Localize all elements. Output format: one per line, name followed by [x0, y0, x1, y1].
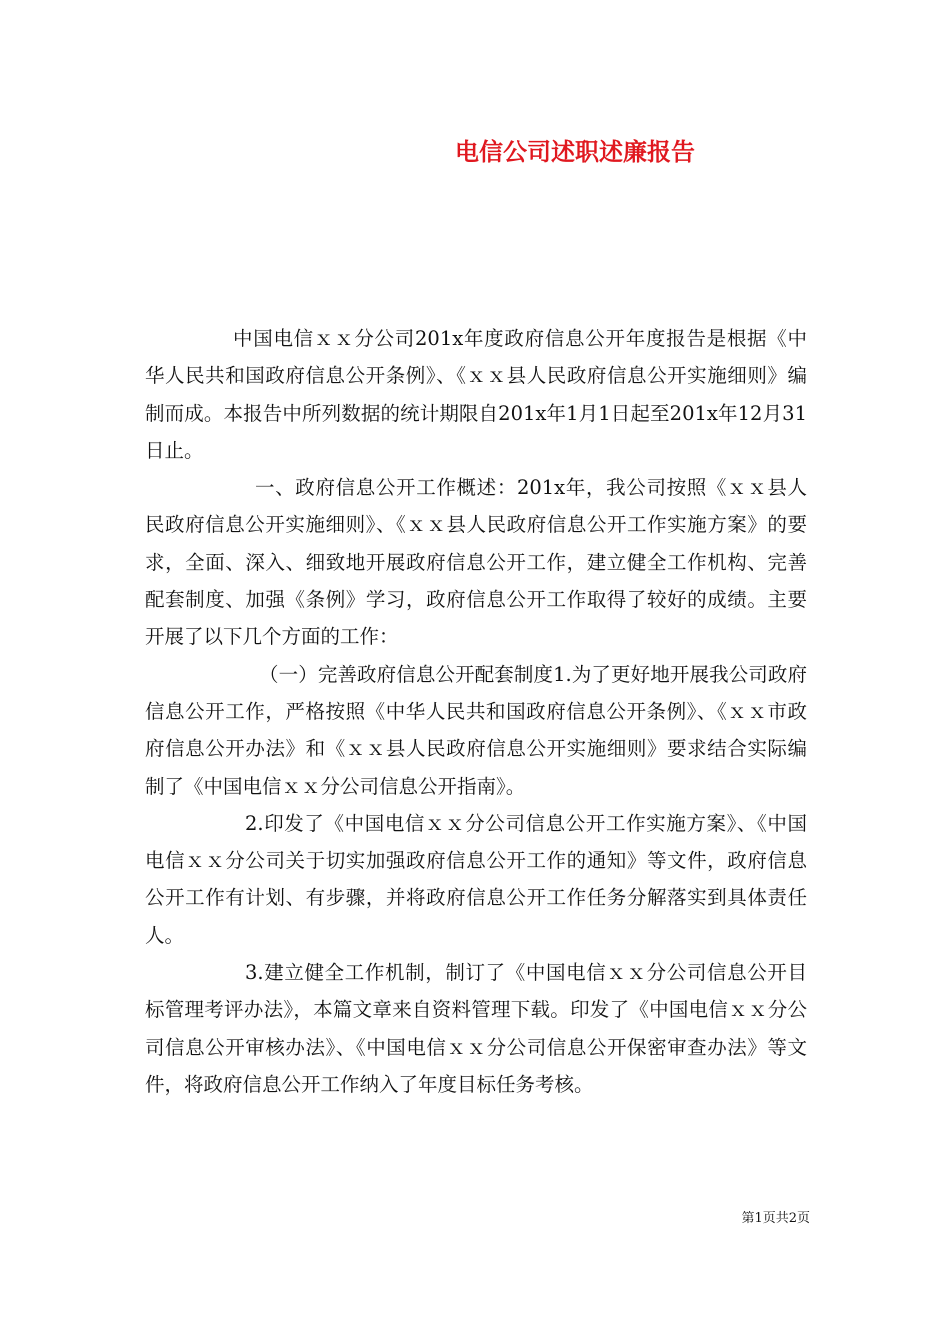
- paragraph-item-3: 3.建立健全工作机制，制订了《中国电信ｘｘ分公司信息公开目标管理考评办法》，本篇文章来自资料管理下载。印发了《中国电信ｘｘ分公司信息公开审核办法》、《中国电信ｘｘ分公司信息公开保密审查办法》等文件，将政府信息公开工作纳入了年度目标任务考核。: [145, 961, 807, 1096]
- document-title: 电信公司述职述廉报告: [455, 137, 695, 166]
- paragraph-intro: 中国电信ｘｘ分公司201x年度政府信息公开年度报告是根据《中华人民共和国政府信息公开条例》、《ｘｘ县人民政府信息公开实施细则》编制而成。本报告中所列数据的统计期限自201x年1月1日起至201x年12月31日止。: [145, 327, 807, 462]
- page-number: 第1页共2页: [741, 1211, 810, 1226]
- paragraph-item-2: 2.印发了《中国电信ｘｘ分公司信息公开工作实施方案》、《中国电信ｘｘ分公司关于切实加强政府信息公开工作的通知》等文件，政府信息公开工作有计划、有步骤，并将政府信息公开工作任务分解落实到具体责任人。: [145, 811, 807, 947]
- paragraph-section-1: （一）完善政府信息公开配套制度1.为了更好地开展我公司政府信息公开工作，严格按照《中华人民共和国政府信息公开条例》、《ｘｘ市政府信息公开办法》和《ｘｘ县人民政府信息公开实施细则》要求结合实际编制了《中国电信ｘｘ分公司信息公开指南》。: [145, 662, 807, 798]
- document-body: [145, 320, 807, 1103]
- paragraph-overview: 一、政府信息公开工作概述：201x年，我公司按照《ｘｘ县人民政府信息公开实施细则》、《ｘｘ县人民政府信息公开工作实施方案》的要求，全面、深入、细致地开展政府信息公开工作，建立健全工作机构、完善配套制度、加强《条例》学习，政府信息公开工作取得了较好的成绩。主要开展了以下几个方面的工作：: [145, 476, 807, 649]
